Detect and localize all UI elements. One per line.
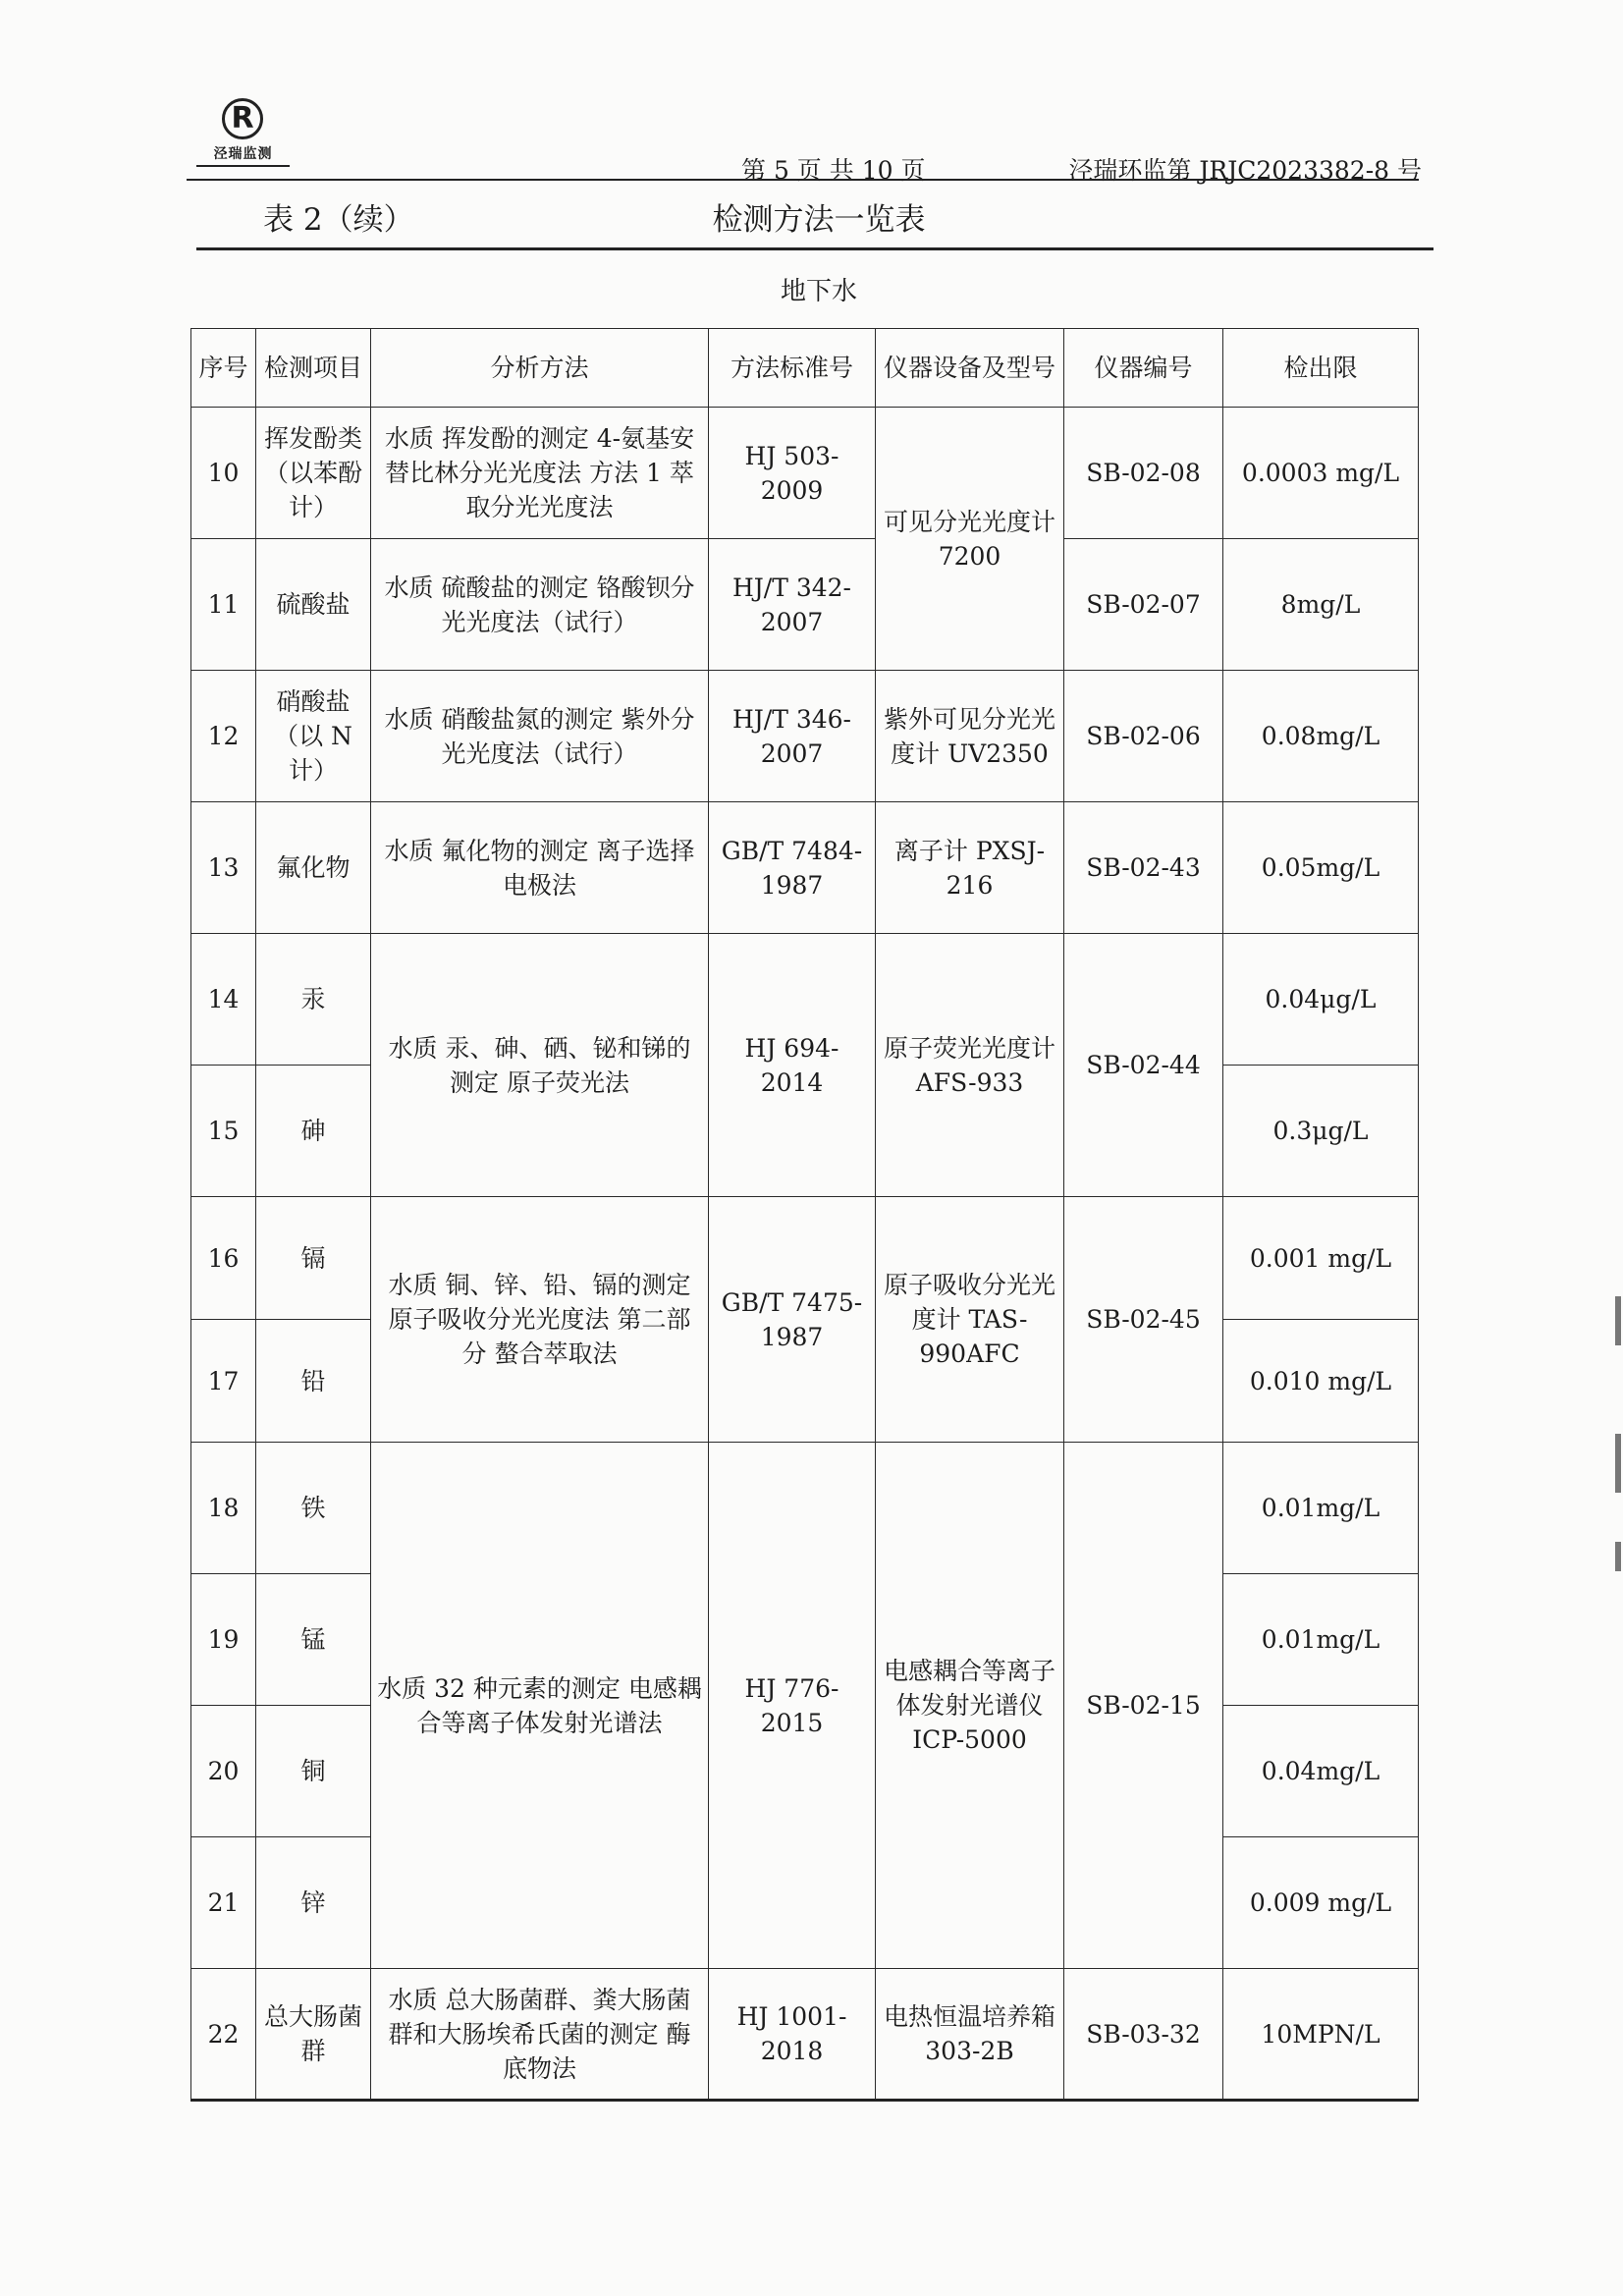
table-header-row xyxy=(191,329,1419,408)
row-number: 16 xyxy=(191,1197,256,1320)
column-header: 方法标准号 xyxy=(709,329,876,408)
test-item: 硫酸盐 xyxy=(256,539,371,671)
detection-limit: 0.3μg/L xyxy=(1223,1066,1419,1197)
company-logo xyxy=(196,98,290,167)
page-info: 第 5 页 共 10 页 xyxy=(741,156,926,185)
test-item: 镉 xyxy=(256,1197,371,1320)
method-standard: HJ/T 346-2007 xyxy=(709,671,876,802)
section-title: 地下水 xyxy=(780,277,857,306)
table-row xyxy=(191,1969,1419,2101)
analysis-method: 水质 硫酸盐的测定 铬酸钡分光光度法（试行） xyxy=(371,539,709,671)
table-row xyxy=(191,802,1419,934)
instrument-model: 原子荧光光度计 AFS-933 xyxy=(876,934,1064,1197)
detection-limit: 10MPN/L xyxy=(1223,1969,1419,2101)
instrument-model: 离子计 PXSJ-216 xyxy=(876,802,1064,934)
header-divider xyxy=(187,179,1419,181)
row-number: 22 xyxy=(191,1969,256,2101)
method-standard: GB/T 7484-1987 xyxy=(709,802,876,934)
test-item: 铁 xyxy=(256,1443,371,1574)
logo-mark: R xyxy=(222,98,263,139)
test-item: 硝酸盐（以 N 计） xyxy=(256,671,371,802)
detection-limit: 0.01mg/L xyxy=(1223,1574,1419,1706)
analysis-method: 水质 铜、锌、铅、镉的测定 原子吸收分光光度法 第二部分 螯合萃取法 xyxy=(371,1197,709,1443)
report-number: 泾瑞环监第 JRJC2023382-8 号 xyxy=(1068,156,1422,185)
row-number: 14 xyxy=(191,934,256,1066)
table-row xyxy=(191,408,1419,539)
column-header: 序号 xyxy=(191,329,256,408)
table-row xyxy=(191,934,1419,1066)
row-number: 20 xyxy=(191,1706,256,1837)
table-row xyxy=(191,671,1419,802)
instrument-number: SB-02-06 xyxy=(1064,671,1223,802)
test-item: 砷 xyxy=(256,1066,371,1197)
test-item: 汞 xyxy=(256,934,371,1066)
table-row xyxy=(191,1443,1419,1574)
instrument-model: 可见分光光度计 7200 xyxy=(876,408,1064,671)
row-number: 12 xyxy=(191,671,256,802)
detection-limit: 0.010 mg/L xyxy=(1223,1320,1419,1443)
row-number: 18 xyxy=(191,1443,256,1574)
title-divider xyxy=(196,247,1434,250)
instrument-model: 电热恒温培养箱 303-2B xyxy=(876,1969,1064,2101)
analysis-method: 水质 32 种元素的测定 电感耦合等离子体发射光谱法 xyxy=(371,1443,709,1969)
row-number: 17 xyxy=(191,1320,256,1443)
test-item: 锰 xyxy=(256,1574,371,1706)
row-number: 15 xyxy=(191,1066,256,1197)
instrument-model: 电感耦合等离子体发射光谱仪 ICP-5000 xyxy=(876,1443,1064,1969)
row-number: 19 xyxy=(191,1574,256,1706)
row-number: 13 xyxy=(191,802,256,934)
column-header: 分析方法 xyxy=(371,329,709,408)
column-header: 仪器编号 xyxy=(1064,329,1223,408)
test-item: 总大肠菌群 xyxy=(256,1969,371,2101)
detection-limit: 0.04mg/L xyxy=(1223,1706,1419,1837)
analysis-method: 水质 氟化物的测定 离子选择电极法 xyxy=(371,802,709,934)
method-standard: HJ/T 342-2007 xyxy=(709,539,876,671)
methods-table xyxy=(190,328,1419,2102)
logo-text: 泾瑞监测 xyxy=(196,143,290,167)
table-row xyxy=(191,1197,1419,1320)
test-item: 铅 xyxy=(256,1320,371,1443)
table-row xyxy=(191,539,1419,671)
analysis-method: 水质 汞、砷、硒、铋和锑的测定 原子荧光法 xyxy=(371,934,709,1197)
instrument-number: SB-02-45 xyxy=(1064,1197,1223,1443)
detection-limit: 0.05mg/L xyxy=(1223,802,1419,934)
detection-limit: 0.01mg/L xyxy=(1223,1443,1419,1574)
analysis-method: 水质 总大肠菌群、粪大肠菌群和大肠埃希氏菌的测定 酶底物法 xyxy=(371,1969,709,2101)
method-standard: HJ 1001-2018 xyxy=(709,1969,876,2101)
row-number: 21 xyxy=(191,1837,256,1969)
method-standard: HJ 503-2009 xyxy=(709,408,876,539)
row-number: 10 xyxy=(191,408,256,539)
instrument-model: 紫外可见分光光度计 UV2350 xyxy=(876,671,1064,802)
method-standard: HJ 776-2015 xyxy=(709,1443,876,1969)
detection-limit: 0.009 mg/L xyxy=(1223,1837,1419,1969)
method-standard: GB/T 7475-1987 xyxy=(709,1197,876,1443)
detection-limit: 0.001 mg/L xyxy=(1223,1197,1419,1320)
instrument-number: SB-02-43 xyxy=(1064,802,1223,934)
column-header: 仪器设备及型号 xyxy=(876,329,1064,408)
table-title: 检测方法一览表 xyxy=(712,202,926,238)
instrument-number: SB-02-08 xyxy=(1064,408,1223,539)
instrument-number: SB-03-32 xyxy=(1064,1969,1223,2101)
test-item: 挥发酚类（以苯酚计） xyxy=(256,408,371,539)
analysis-method: 水质 硝酸盐氮的测定 紫外分光光度法（试行） xyxy=(371,671,709,802)
method-standard: HJ 694-2014 xyxy=(709,934,876,1197)
table-label: 表 2（续） xyxy=(263,202,414,238)
column-header: 检出限 xyxy=(1223,329,1419,408)
column-header: 检测项目 xyxy=(256,329,371,408)
detection-limit: 0.04μg/L xyxy=(1223,934,1419,1066)
detection-limit: 0.0003 mg/L xyxy=(1223,408,1419,539)
instrument-model: 原子吸收分光光度计 TAS-990AFC xyxy=(876,1197,1064,1443)
test-item: 锌 xyxy=(256,1837,371,1969)
detection-limit: 8mg/L xyxy=(1223,539,1419,671)
detection-limit: 0.08mg/L xyxy=(1223,671,1419,802)
test-item: 氟化物 xyxy=(256,802,371,934)
scan-edge-marks xyxy=(1609,1296,1623,1620)
instrument-number: SB-02-15 xyxy=(1064,1443,1223,1969)
instrument-number: SB-02-07 xyxy=(1064,539,1223,671)
test-item: 铜 xyxy=(256,1706,371,1837)
analysis-method: 水质 挥发酚的测定 4-氨基安替比林分光光度法 方法 1 萃取分光光度法 xyxy=(371,408,709,539)
instrument-number: SB-02-44 xyxy=(1064,934,1223,1197)
row-number: 11 xyxy=(191,539,256,671)
